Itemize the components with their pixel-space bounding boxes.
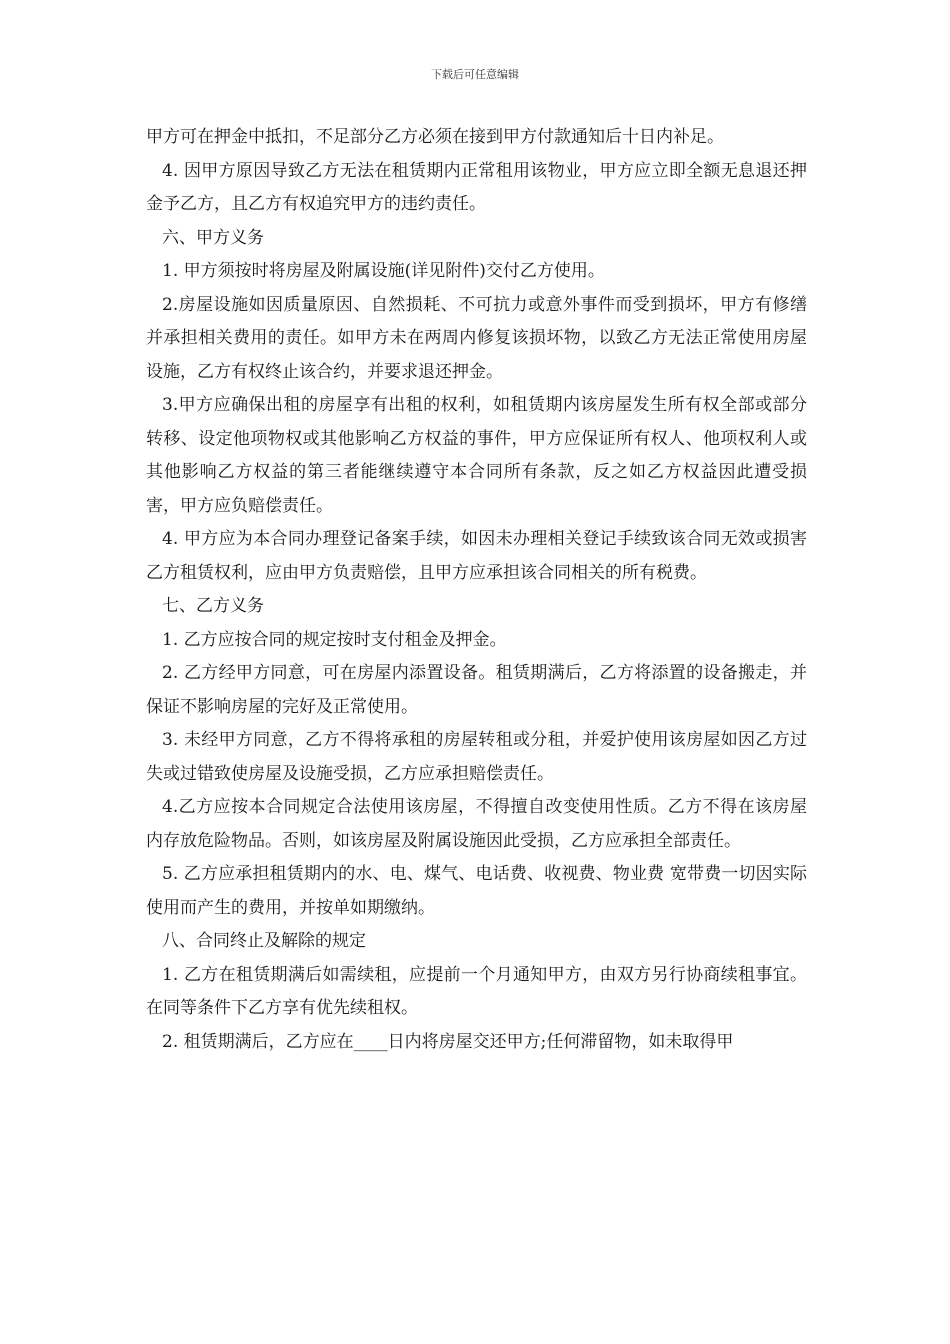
paragraph: 4.乙方应按本合同规定合法使用该房屋，不得擅自改变使用性质。乙方不得在该房屋内存放危险物品。否则，如该房屋及附属设施因此受损，乙方应承担全部责任。: [146, 797, 807, 851]
section-heading: 六、甲方义务: [162, 227, 264, 248]
page-header: 下载后可任意编辑: [431, 68, 519, 81]
paragraph: 2. 乙方经甲方同意，可在房屋内添置设备。租赁期满后，乙方将添置的设备搬走，并保证不影响房屋的完好及正常使用。: [146, 663, 807, 717]
paragraph: 2. 租赁期满后，乙方应在____日内将房屋交还甲方;任何滞留物，如未取得甲: [162, 1031, 734, 1052]
paragraph: 1. 乙方应按合同的规定按时支付租金及押金。: [162, 629, 507, 650]
paragraph: 4. 因甲方原因导致乙方无法在租赁期内正常租用该物业，甲方应立即全额无息退还押金予乙方，且乙方有权追究甲方的违约责任。: [146, 160, 807, 214]
section-heading: 七、乙方义务: [162, 596, 264, 616]
paragraph: 甲方可在押金中抵扣，不足部分乙方必须在接到甲方付款通知后十日内补足。: [146, 127, 724, 147]
document-body: [146, 121, 807, 1059]
paragraph: 3.甲方应确保出租的房屋享有出租的权利，如租赁期内该房屋发生所有权全部或部分转移、设定他项物权或其他影响乙方权益的事件，甲方应保证所有权人、他项权利人或其他影响乙方权益的第三者能继续遵守本合同所有条款，反之如乙方权益因此遭受损害，甲方应负赔偿责任。: [146, 395, 807, 516]
paragraph: 3. 未经甲方同意，乙方不得将承租的房屋转租或分租，并爱护使用该房屋如因乙方过失或过错致使房屋及设施受损，乙方应承担赔偿责任。: [146, 730, 807, 784]
paragraph: 4. 甲方应为本合同办理登记备案手续，如因未办理相关登记手续致该合同无效或损害乙方租赁权利，应由甲方负责赔偿，且甲方应承担该合同相关的所有税费。: [146, 529, 807, 583]
paragraph: 2.房屋设施如因质量原因、自然损耗、不可抗力或意外事件而受到损坏，甲方有修缮并承担相关费用的责任。如甲方未在两周内修复该损坏物，以致乙方无法正常使用房屋设施，乙方有权终止该合约，并要求退还押金。: [146, 294, 807, 382]
paragraph: 5. 乙方应承担租赁期内的水、电、煤气、电话费、收视费、物业费 宽带费一切因实际使用而产生的费用，并按单如期缴纳。: [146, 864, 807, 918]
section-heading: 八、合同终止及解除的规定: [162, 931, 366, 951]
paragraph: 1. 乙方在租赁期满后如需续租，应提前一个月通知甲方，由双方另行协商续租事宜。在同等条件下乙方享有优先续租权。: [146, 964, 807, 1018]
paragraph: 1. 甲方须按时将房屋及附属设施(详见附件)交付乙方使用。: [162, 261, 605, 281]
